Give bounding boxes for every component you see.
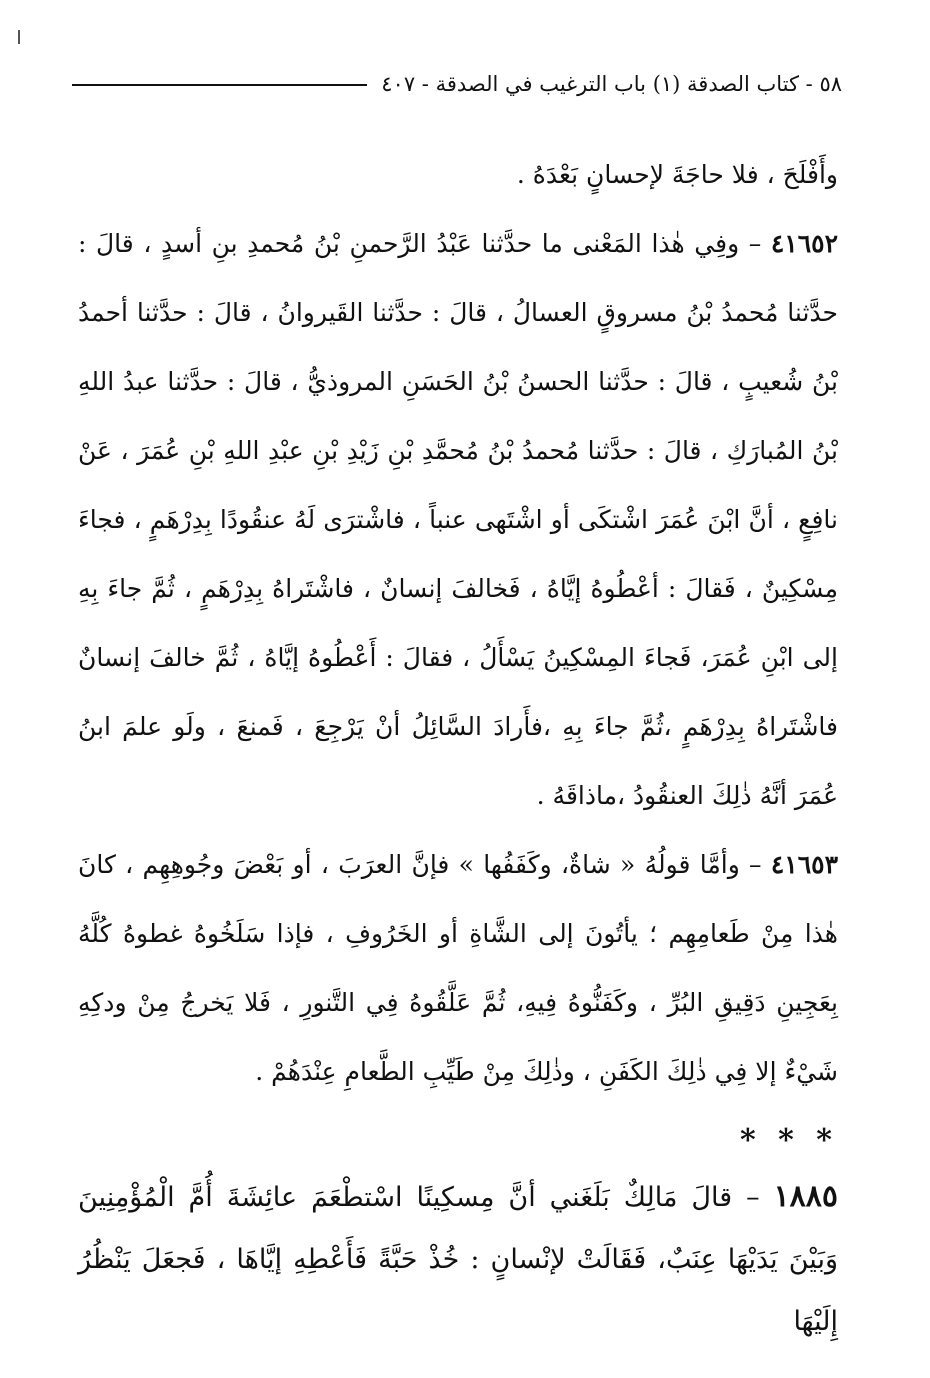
paragraph-41653 [78,830,838,1106]
hadith-text: – قالَ مَالِكٌ بَلَغَني أنَّ مِسكِينًا اسْتطْعَمَ عائِشَةَ أُمَّ الْمُؤْمِنِينَ وَبَيْنَ يَدَيْهَا عِنَبٌ، فَقَالَتْ لإنْسانٍ : خُذْ حَبَّةً فَأَعْطِهِ إيَّاهَا ، فَجعَلَ يَنْظُرُ إِلَيْهَا [78,1182,838,1337]
body-text [78,140,838,1353]
running-title: ٥٨ - كتاب الصدقة (١) باب الترغيب في الصدقة - ٤٠٧ [381,71,842,96]
paragraph-text: وأَفْلَحَ ، فلا حاجَةَ لإحسانٍ بَعْدَهُ . [516,160,838,189]
paragraph-text: – وفِي هٰذا المَعْنى ما حدَّثنا عَبْدُ الرَّحمنِ بْنُ مُحمدِ بنِ أسدٍ ، قالَ : حدَّثنا مُحمدُ بْنُ مسروقٍ العسالُ ، قالَ : حدَّثنا القَيروانُ ، قالَ : حدَّثنا أحمدُ بْنُ شُعيبٍ ، قالَ : حدَّثنا الحسنُ بْنُ الحَسَنِ المروذيُّ ، قالَ : حدَّثنا عبدُ اللهِ بْنُ المُبارَكِ ، قالَ : حدَّثنا مُحمدُ بْنُ مُحمَّدِ بْنِ زَيْدِ بْنِ عبْدِ اللهِ بْنِ عُمَرَ ، عَنْ نافِعٍ ، أنَّ ابْنَ عُمَرَ اشْتكَى أو اشْتَهى عنباً ، فاشْترَى لَهُ عنقُودًا بِدِرْهَمٍ ، فجاءَ مِسْكِينٌ ، فَقالَ : أعْطُوهُ إيَّاهُ ، فَخالفَ إنسانٌ ، فاشْتَراهُ بِدِرْهَمٍ ، ثُمَّ جاءَ بِهِ إلى ابْنِ عُمَرَ، فَجاءَ المِسْكِينُ يَسْأَلُ ، فقالَ : أَعْطُوهُ إيَّاهُ ، ثُمَّ خالفَ إنسانٌ فاشْتَراهُ بِدِرْهَمٍ ،ثُمَّ جاءَ بِهِ ،فأَرادَ السَّائِلُ أنْ يَرْجِعَ ، فَمنعَ ، ولَو علمَ ابنُ عُمَرَ أنَّهُ ذٰلِكَ العنقُودُ ،ماذاقَهُ . [78,229,838,810]
hadith-1885 [78,1166,838,1353]
hadith-number: ١٨٨٥ [773,1179,838,1214]
header-rule [72,84,367,86]
section-separator: * * * [740,1123,838,1158]
paragraph-number: ٤١٦٥٢ [770,229,838,258]
paragraph-continuation [78,140,838,209]
paragraph-text: – وأمَّا قولُهُ « شاةٌ، وكَفَفُها » فإنَّ العرَبَ ، أو بَعْضَ وجُوهِهِم ، كانَ هٰذا مِنْ طَعامِهِم ؛ يأتُونَ إلى الشَّاةِ أو الخَرُوفِ ، فإذا سَلَخُوهُ غطوهُ كُلَّهُ بِعَجِينِ دَقِيقِ البُرِّ ، وكَفَنُّوهُ فِيهِ، ثُمَّ عَلَّقُوهُ فِي التَّنورِ ، فَلا يَخرجُ مِنْ ودكِهِ شَيْءٌ إلا فِي ذٰلِكَ الكَفَنِ ، وذٰلِكَ مِنْ طَيِّبِ الطَّعامِ عِنْدَهُمْ . [78,850,838,1086]
page-edge-mark [18,30,20,44]
running-header [72,64,842,104]
paragraph-41652 [78,209,838,830]
paragraph-number: ٤١٦٥٣ [770,850,838,879]
